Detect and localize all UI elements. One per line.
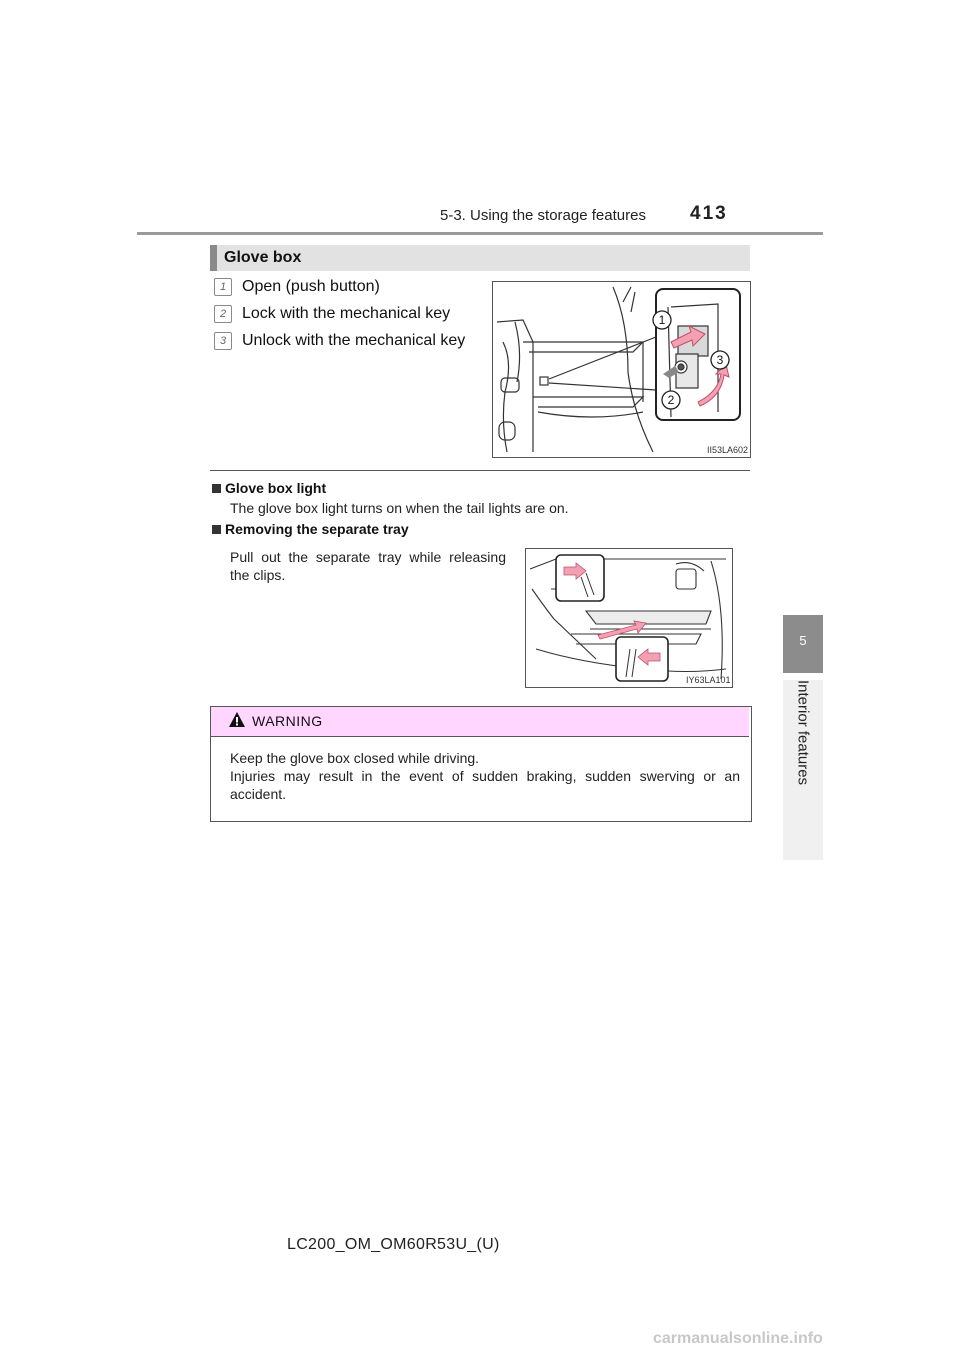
section-heading-accent xyxy=(210,245,217,271)
note-body-light: The glove box light turns on when the tail lights are on. xyxy=(230,500,569,516)
figure-code: IY63LA101 xyxy=(686,675,731,685)
separate-tray-illustration xyxy=(525,548,733,688)
page-number: 413 xyxy=(690,203,728,224)
step-item xyxy=(214,303,450,325)
bullet-square-icon xyxy=(212,525,221,534)
step-text: Unlock with the mechanical key xyxy=(242,332,466,349)
section-divider xyxy=(210,470,750,471)
note-body-tray-line2: the clips. xyxy=(230,567,286,583)
header-section-title: 5-3. Using the storage features xyxy=(440,207,646,224)
step-number-badge: 1 xyxy=(214,278,232,296)
warning-line-2: Injuries may result in the event of sudden braking, sudden swerving or an xyxy=(230,768,740,784)
callout-label: 2 xyxy=(667,393,675,407)
step-number-badge: 3 xyxy=(214,332,232,350)
header-rule xyxy=(137,232,823,235)
document-code: LC200_OM_OM60R53U_(U) xyxy=(287,1236,500,1253)
warning-line-3: accident. xyxy=(230,786,287,802)
chapter-number: 5 xyxy=(799,633,807,648)
step-item xyxy=(214,330,465,352)
note-heading-light: Glove box light xyxy=(212,480,326,496)
chapter-title: Interior features xyxy=(794,680,812,786)
figure-code: II53LA602 xyxy=(707,445,749,455)
glove-box-drawing xyxy=(493,282,750,457)
warning-line-1: Keep the glove box closed while driving. xyxy=(230,750,480,766)
step-item xyxy=(214,276,380,298)
separate-tray-drawing xyxy=(526,549,732,687)
warning-title: WARNING xyxy=(252,713,323,729)
warning-triangle-icon xyxy=(228,711,246,728)
watermark-text: carmanualsonline.info xyxy=(653,1330,823,1347)
step-number-badge: 2 xyxy=(214,305,232,323)
step-text: Open (push button) xyxy=(242,278,380,295)
note-body-tray-line1: Pull out the separate tray while releasing xyxy=(230,549,506,565)
section-title: Glove box xyxy=(224,249,302,266)
callout-label: 1 xyxy=(658,313,666,327)
note-heading-tray: Removing the separate tray xyxy=(212,521,409,537)
callout-label: 3 xyxy=(716,353,724,367)
glove-box-illustration xyxy=(492,281,751,458)
bullet-square-icon xyxy=(212,484,221,493)
step-text: Lock with the mechanical key xyxy=(242,305,451,322)
